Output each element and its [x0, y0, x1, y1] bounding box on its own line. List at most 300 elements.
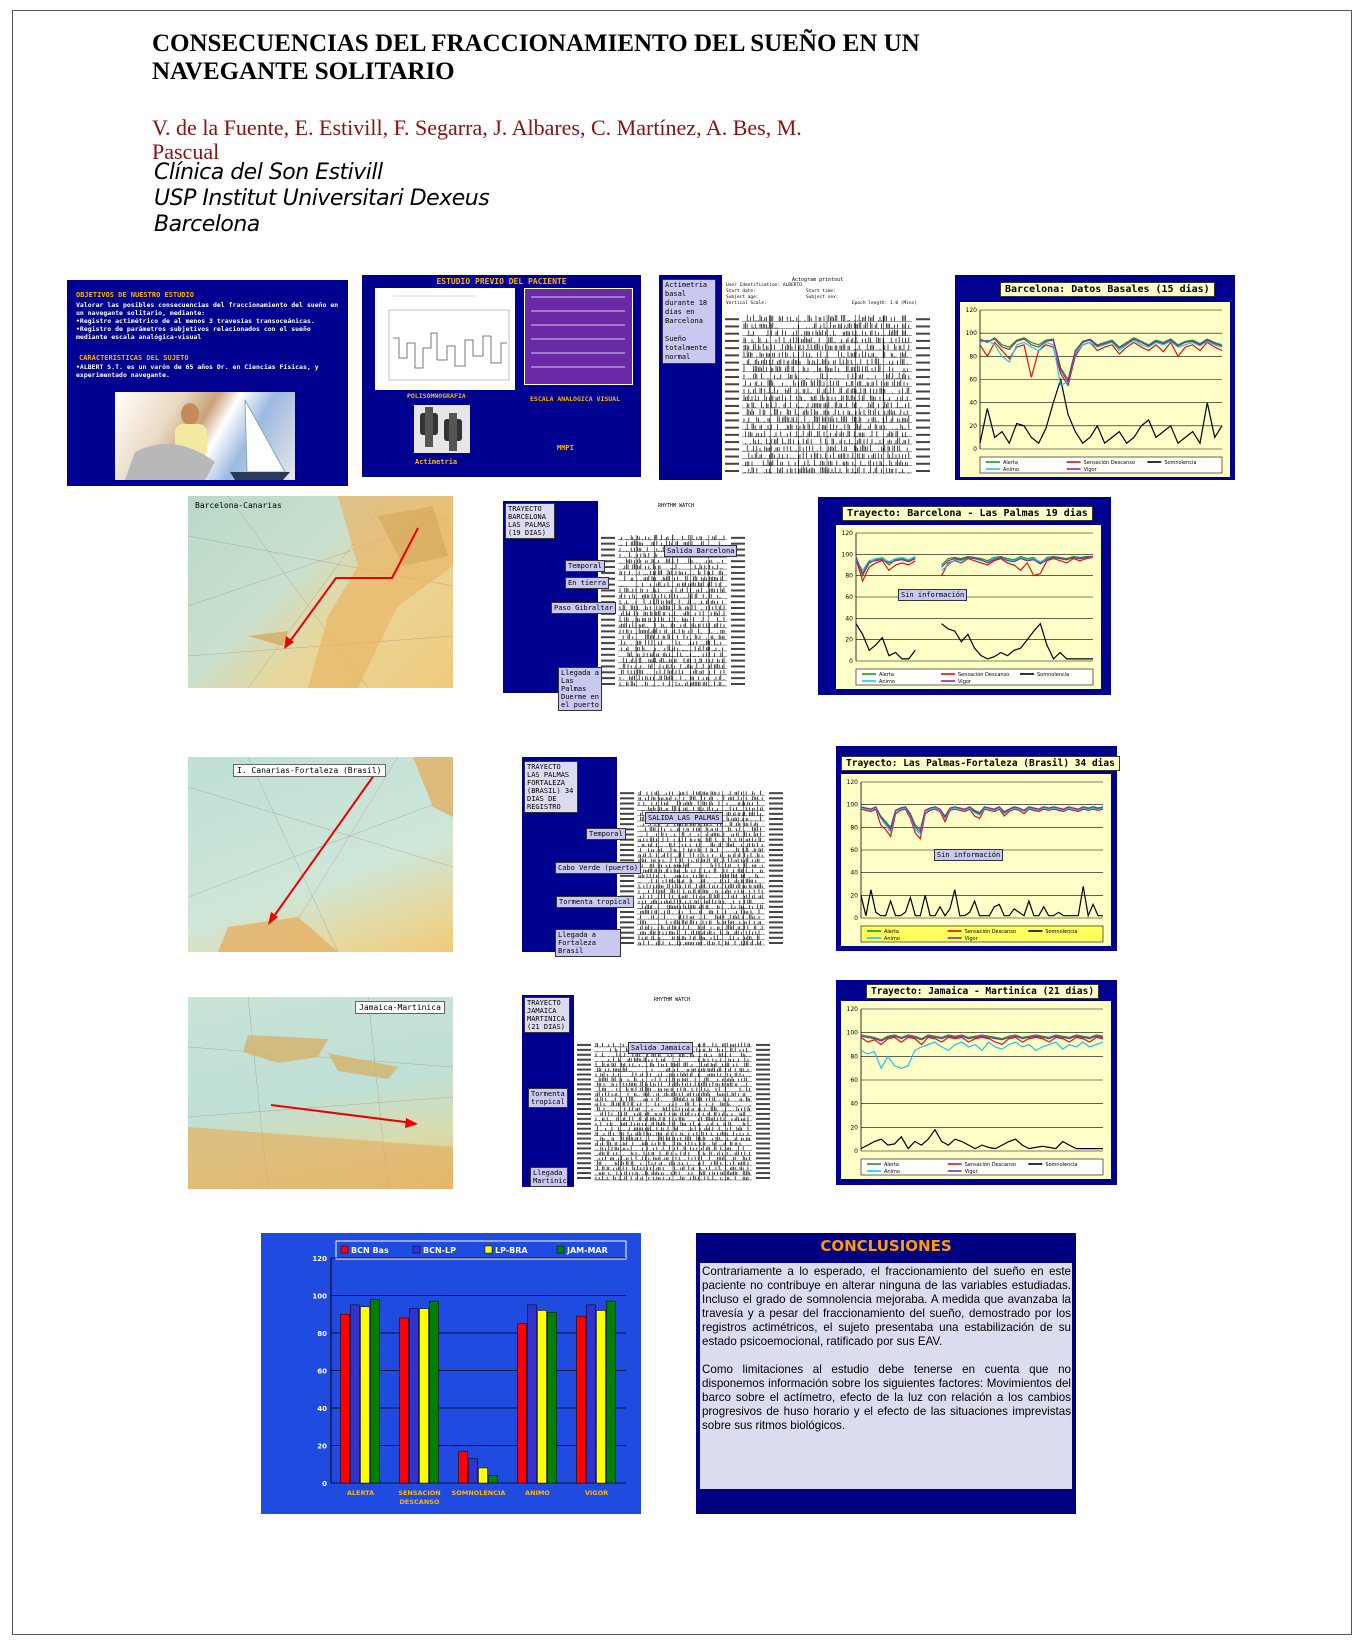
actogram-count	[756, 1088, 770, 1090]
actogram-count	[916, 333, 930, 335]
actogram-count	[769, 890, 783, 892]
legend-label: Sensación Descanso	[958, 672, 1010, 678]
actogram-activity	[620, 663, 724, 668]
bar-legend-swatch	[557, 1246, 564, 1253]
actogram-count	[769, 823, 783, 825]
legend-label: Somnolencia	[1164, 460, 1197, 466]
actogram-count	[756, 1093, 770, 1095]
actogram-activity	[620, 681, 724, 686]
actogram-date	[620, 890, 634, 892]
actogram-date	[620, 911, 634, 913]
acti-lp-marker: Salida Barcelona	[664, 545, 737, 557]
bar-bcn-lp	[528, 1305, 537, 1483]
actogram-count	[756, 1138, 770, 1140]
bar-jam-mar	[430, 1301, 439, 1483]
legend-label: Animo	[884, 1169, 900, 1175]
actogram-date	[601, 572, 615, 574]
legend-label: Vigor	[964, 1169, 978, 1175]
chart-jm-svg	[841, 1001, 1111, 1179]
actogram-count	[769, 839, 783, 841]
actogram-count	[769, 932, 783, 934]
actogram-activity	[596, 1092, 745, 1096]
actogram-activity	[641, 920, 761, 925]
actogram-basal-user: User Identification: ALBERTO	[726, 283, 802, 288]
actogram-date	[577, 1049, 591, 1051]
actogram-activity	[596, 1077, 748, 1081]
actogram-date	[577, 1103, 591, 1105]
bar-bcn-bas	[400, 1318, 409, 1483]
actogram-date	[577, 1157, 591, 1159]
objetivos-text: Valorar las posibles consecuencias del fraccionamiento del sueño en un navegante solitario, mediante:	[76, 301, 339, 317]
actogram-date	[601, 642, 615, 644]
chart-lp-svg	[836, 525, 1101, 689]
bar-lp-bra	[361, 1307, 370, 1483]
acti-fo-label-caboverde: Cabo Verde (puerto)	[555, 862, 641, 874]
actogram-count	[916, 325, 930, 327]
actogram-date	[620, 942, 634, 944]
chart-lp-annotation: Sin información	[898, 589, 967, 601]
actogram-activity	[628, 652, 722, 657]
actogram-date	[577, 1133, 591, 1135]
actogram-activity	[747, 409, 909, 416]
actogram-count	[731, 660, 745, 662]
y-tick-label: 80	[969, 353, 977, 361]
actogram-date	[577, 1113, 591, 1115]
objetivos-bullet-1: •Registro actimétrico de al menos 3 travesías transoceánicas.	[76, 317, 315, 325]
actogram-activity	[641, 925, 763, 930]
actogram-date	[725, 383, 739, 385]
actogram-date	[577, 1147, 591, 1149]
actogram-activity	[744, 380, 907, 387]
conclusions-paragraph-1: Contrariamente a lo esperado, el fraccionamiento del sueño en este paciente no contribuye en alterar ninguna de las variables estudiadas. Incluso el grado de somnolencia mejoraba. A medida que avanzaba la travesía y a pesar del fraccionamiento del sueño, demostrado por los registros actimétricos, el sujeto presentaba una estabilización de su estado psicoemocional, ratificado por sus EAV.	[702, 1265, 1071, 1348]
actogram-basal-title: Actogram printout	[792, 277, 844, 283]
actogram-date	[577, 1098, 591, 1100]
actogram-date	[620, 880, 634, 882]
bar-lp-bra	[538, 1311, 547, 1484]
slide-actogram-fo	[522, 757, 787, 955]
actogram-count	[756, 1054, 770, 1056]
actogram-date	[577, 1143, 591, 1145]
legend-label: Vigor	[964, 936, 978, 942]
actogram-activity	[620, 605, 724, 610]
actogram-count	[756, 1118, 770, 1120]
actogram-fo	[617, 757, 787, 952]
vas-lines	[525, 289, 632, 384]
actogram-activity	[639, 878, 756, 883]
actogram-date	[620, 792, 634, 794]
actogram-date	[577, 1167, 591, 1169]
y-tick-label: 60	[850, 847, 858, 854]
conclusions-slide	[696, 1233, 1076, 1514]
actogram-date	[577, 1138, 591, 1140]
acti-jm-box: TRAYECTO JAMAICA MARTINICA (21 DIAS)	[524, 997, 570, 1033]
actogram-count	[769, 942, 783, 944]
bar-y-tick: 60	[317, 1367, 327, 1376]
bar-jam-mar	[371, 1299, 380, 1483]
y-tick-label: 120	[841, 530, 853, 537]
bar-bcn-bas	[518, 1324, 527, 1483]
y-tick-label: 40	[845, 615, 853, 623]
y-tick-label: 120	[846, 1006, 858, 1013]
actogram-date	[601, 543, 615, 545]
actogram-count	[756, 1049, 770, 1051]
actogram-activity	[596, 1166, 748, 1170]
affiliation-city: Barcelona	[154, 212, 260, 237]
chart-fo-title: Trayecto: Las Palmas-Fortaleza (Brasil) 34 dias	[841, 756, 1120, 771]
bar-category-label: VIGOR	[584, 1489, 609, 1497]
actogram-date	[620, 927, 634, 929]
poster-title: CONSECUENCIAS DEL FRACCIONAMIENTO DEL SUEÑO EN UN NAVEGANTE SOLITARIO	[152, 30, 920, 85]
y-tick-label: 100	[846, 1029, 858, 1037]
actogram-basal	[722, 275, 934, 480]
actogram-count	[916, 354, 930, 356]
actogram-date	[601, 671, 615, 673]
bar-lp-bra	[479, 1468, 488, 1483]
actogram-count	[916, 376, 930, 378]
actogram-count	[769, 906, 783, 908]
sailor-illustration	[115, 392, 295, 480]
actogram-count	[916, 419, 930, 421]
actogram-activity	[744, 358, 907, 365]
legend-label: Animo	[879, 679, 895, 685]
actogram-date	[620, 808, 634, 810]
actogram-activity	[620, 593, 721, 598]
actogram-count	[756, 1152, 770, 1154]
actogram-activity	[639, 915, 759, 920]
actogram-date	[725, 463, 739, 465]
actogram-count	[756, 1059, 770, 1061]
actogram-count	[731, 595, 745, 597]
bar-y-tick: 0	[322, 1480, 327, 1488]
actogram-date	[601, 554, 615, 556]
actogram-count	[769, 828, 783, 830]
bar-legend	[336, 1241, 626, 1259]
actimetria-label: Actimetria	[415, 458, 458, 466]
affiliation-clinic: Clínica del Son Estivill	[154, 160, 383, 185]
sailor-photo	[115, 392, 295, 480]
series-line-somnolencia	[980, 380, 1222, 444]
legend-label: Alerta	[884, 929, 899, 935]
actogram-activity	[622, 558, 723, 563]
acti-lp-box: TRAYECTO BARCELONA LAS PALMAS (19 DIAS)	[505, 503, 555, 539]
y-tick-label: 0	[973, 446, 977, 453]
actogram-activity	[620, 675, 724, 680]
y-tick-label: 0	[854, 1148, 858, 1155]
actogram-count	[731, 566, 745, 568]
actogram-count	[769, 875, 783, 877]
y-tick-label: 120	[846, 779, 858, 786]
bar-legend-label: LP-BRA	[495, 1246, 528, 1255]
bar-bcn-lp	[410, 1309, 419, 1483]
y-tick-label: 60	[850, 1077, 858, 1084]
actogram-count	[756, 1064, 770, 1066]
actogram-activity	[620, 622, 724, 627]
actogram-activity	[625, 575, 723, 580]
bar-jam-mar	[548, 1312, 557, 1483]
actogram-activity	[744, 351, 907, 358]
actogram-count	[731, 665, 745, 667]
slide-chart-fo	[836, 746, 1117, 951]
actogram-count	[756, 1074, 770, 1076]
y-tick-label: 100	[841, 551, 853, 559]
bar-legend-swatch	[485, 1246, 492, 1253]
actogram-date	[577, 1118, 591, 1120]
actogram-count	[731, 578, 745, 580]
actogram-count	[916, 347, 930, 349]
acti-lp-label-gibraltar: Paso Gibraltar	[551, 602, 616, 614]
actogram-date	[577, 1064, 591, 1066]
slide-chart-jm	[836, 980, 1117, 1185]
actogram-count	[769, 803, 783, 805]
actogram-activity	[746, 459, 908, 466]
actogram-date	[725, 318, 739, 320]
actogram-activity	[744, 445, 907, 452]
actogram-date	[620, 823, 634, 825]
legend-label: Somnolencia	[1045, 1162, 1078, 1168]
actogram-count	[769, 911, 783, 913]
actogram-date	[725, 391, 739, 393]
actogram-count	[731, 671, 745, 673]
actogram-date	[601, 648, 615, 650]
actogram-count	[756, 1044, 770, 1046]
actogram-count	[769, 937, 783, 939]
actogram-activity	[620, 587, 724, 592]
actogram-count	[756, 1162, 770, 1164]
polisomnografia-label: POLISOMNOGRAFIA	[407, 392, 466, 400]
actogram-count	[769, 921, 783, 923]
conclusions-paragraph-2: Como limitaciones al estudio debe tenerse en cuenta que no disponemos información sobre los siguientes factores: Movimientos del barco sobre el actímetro, efecto de la luz con relación a los cambios progresivos de huso horario y el efecto de las situaciones imprevistas sobre sus ritmos biológicos.	[702, 1363, 1071, 1432]
slide-actogram-lp	[503, 501, 749, 709]
actogram-activity	[596, 1062, 748, 1066]
y-tick-label: 100	[846, 801, 858, 809]
actogram-activity	[747, 401, 909, 408]
actogram-date	[620, 844, 634, 846]
acti-fo-label-tormenta: Tormenta tropical	[556, 896, 634, 908]
actogram-date	[620, 932, 634, 934]
actogram-date	[577, 1083, 591, 1085]
actogram-activity	[641, 909, 763, 914]
mmpi-label: MMPI	[557, 444, 574, 452]
bar-category-label: SENSACION	[398, 1489, 441, 1497]
actogram-date	[620, 818, 634, 820]
legend-label: Alerta	[879, 672, 894, 678]
actogram-date	[725, 376, 739, 378]
actogram-date	[725, 333, 739, 335]
actogram-date	[601, 654, 615, 656]
actogram-count	[916, 405, 930, 407]
actogram-activity	[641, 832, 761, 837]
actogram-count	[756, 1143, 770, 1145]
series-line-sensación-descanso	[861, 809, 1103, 839]
actogram-count	[916, 463, 930, 465]
actogram-count	[731, 625, 745, 627]
legend-label: Vigor	[958, 679, 971, 685]
actogram-activity	[744, 467, 909, 474]
legend-label: Animo	[1003, 467, 1019, 473]
actogram-activity	[744, 322, 909, 329]
actogram-date	[577, 1054, 591, 1056]
objetivos-bullet-2: •Registro de parámetros subjetivos relacionados con el sueño mediante escala analógica-visual	[76, 325, 311, 341]
actogram-count	[769, 859, 783, 861]
actimetria-basal-note	[662, 279, 716, 364]
actogram-date	[577, 1078, 591, 1080]
actogram-count	[756, 1128, 770, 1130]
legend-label: Somnolencia	[1037, 672, 1070, 678]
actogram-count	[769, 813, 783, 815]
actogram-activity	[749, 452, 909, 459]
actogram-activity	[746, 430, 908, 436]
series-line-somnolencia	[861, 1130, 1103, 1149]
actogram-date	[577, 1088, 591, 1090]
actogram-date	[601, 549, 615, 551]
bar-chart-slide	[261, 1233, 641, 1514]
map3-drawing	[188, 997, 453, 1189]
actogram-date	[577, 1069, 591, 1071]
actogram-count	[731, 636, 745, 638]
visual-analog-scale-image	[524, 288, 633, 385]
actogram-date	[601, 636, 615, 638]
slide-actimetria-basal	[659, 275, 934, 480]
actogram-date	[577, 1044, 591, 1046]
actogram-activity	[744, 416, 909, 423]
actogram-activity	[601, 1136, 750, 1140]
actogram-count	[916, 369, 930, 371]
actogram-date	[620, 937, 634, 939]
y-tick-label: 80	[850, 824, 858, 832]
actogram-date	[620, 803, 634, 805]
actimetria-basal-text: Actimetria basal durante 18 dias en Barcelona	[665, 281, 708, 325]
actogram-count	[769, 818, 783, 820]
actogram-count	[731, 654, 745, 656]
bar-lp-bra	[597, 1311, 606, 1484]
chart-lp-plot	[836, 525, 1101, 689]
y-tick-label: 40	[969, 399, 977, 407]
estudio-heading: ESTUDIO PREVIO DEL PACIENTE	[436, 277, 567, 286]
actogram-count	[769, 792, 783, 794]
y-tick-label: 20	[850, 892, 858, 900]
actogram-activity	[639, 801, 759, 806]
actogram-count	[769, 901, 783, 903]
actogram-count	[769, 896, 783, 898]
actogram-date	[620, 797, 634, 799]
actimetria-basal-normal: Sueño totalmente normal	[665, 335, 708, 361]
bar-y-tick: 40	[317, 1405, 327, 1413]
series-line-somnolencia	[856, 624, 1093, 659]
actogram-date	[620, 854, 634, 856]
actogram-activity	[620, 535, 724, 540]
legend-label: Sensación Descanso	[1083, 460, 1135, 466]
watch-drawing	[414, 405, 470, 453]
chart-lp-title: Trayecto: Barcelona - Las Palmas 19 dias	[842, 506, 1093, 521]
actogram-count	[916, 362, 930, 364]
actogram-count	[916, 398, 930, 400]
actogram-activity	[622, 646, 723, 651]
actogram-date	[725, 398, 739, 400]
y-tick-label: 20	[969, 422, 977, 430]
legend-label: Alerta	[884, 1162, 899, 1168]
actogram-count	[731, 601, 745, 603]
actogram-count	[769, 885, 783, 887]
map3-caption: Jamaica-Martinica	[355, 1001, 445, 1014]
actogram-count	[731, 630, 745, 632]
slide-estudio-previo	[362, 275, 641, 477]
actogram-fo-traces	[617, 757, 787, 952]
bar-bcn-bas	[341, 1314, 350, 1483]
actogram-basal-scale: Vertical Scale:	[726, 301, 767, 306]
actogram-activity	[641, 827, 761, 832]
actogram-count	[756, 1177, 770, 1179]
bar-jam-mar	[607, 1301, 616, 1483]
bar-legend-swatch	[341, 1246, 348, 1253]
actogram-count	[916, 340, 930, 342]
acti-jm-label-tormenta: Tormenta tropical	[528, 1088, 568, 1108]
bar-y-tick: 80	[317, 1330, 327, 1338]
y-tick-label: 40	[850, 869, 858, 877]
acti-fo-box: TRAYECTO LAS PALMAS FORTALEZA (BRASIL) 34 DIAS DE REGISTRO	[524, 761, 578, 813]
actogram-date	[577, 1108, 591, 1110]
acti-fo-label-llegada: Llegada a Fortaleza Brasil	[555, 929, 621, 957]
bar-category-label: ANIMO	[525, 1489, 550, 1497]
actogram-count	[756, 1098, 770, 1100]
slide-chart-barcelona	[955, 275, 1235, 480]
actogram-count	[769, 927, 783, 929]
map2-drawing	[188, 757, 453, 952]
actogram-date	[620, 849, 634, 851]
actogram-activity	[620, 640, 721, 645]
actogram-count	[769, 797, 783, 799]
actogram-date	[601, 660, 615, 662]
legend-label: Sensación Descanso	[964, 1162, 1016, 1168]
chart-jm-title: Trayecto: Jamaica - Martinica (21 dias)	[866, 984, 1099, 999]
actogram-date	[577, 1123, 591, 1125]
actogram-count	[916, 318, 930, 320]
actogram-activity	[744, 365, 907, 372]
bar-legend-label: BCN-LP	[423, 1246, 456, 1255]
actogram-activity	[744, 344, 909, 351]
acti-lp-label-temporal: Temporal	[565, 560, 605, 572]
actogram-activity	[620, 616, 724, 621]
actogram-date	[725, 340, 739, 342]
actogram-date	[601, 665, 615, 667]
objetivos-heading: OBJETIVOS DE NUESTRO ESTUDIO	[76, 291, 195, 299]
authors: V. de la Fuente, E. Estivill, F. Segarra, J. Albares, C. Martínez, A. Bes, M. Pascual	[152, 115, 802, 164]
actogram-date	[601, 630, 615, 632]
actogram-date	[601, 619, 615, 621]
actogram-count	[731, 584, 745, 586]
actogram-date	[725, 369, 739, 371]
actogram-basal-start-time: Start time:	[806, 289, 836, 294]
actogram-date	[620, 875, 634, 877]
actogram-activity	[639, 935, 759, 940]
actogram-date	[577, 1128, 591, 1130]
conclusions-heading: CONCLUSIONES	[820, 1237, 952, 1255]
bar-y-tick: 120	[312, 1255, 327, 1263]
legend	[861, 1159, 1103, 1175]
actogram-activity	[744, 336, 909, 343]
actogram-date	[725, 419, 739, 421]
actogram-count	[756, 1083, 770, 1085]
actogram-date	[601, 625, 615, 627]
hypnogram-plot	[375, 288, 515, 390]
legend	[980, 457, 1222, 473]
actogram-date	[725, 441, 739, 443]
actogram-count	[916, 456, 930, 458]
actogram-count	[731, 613, 745, 615]
acti-fo-label-temporal: Temporal	[586, 828, 626, 840]
bar-legend-label: JAM-MAR	[567, 1246, 608, 1255]
actogram-activity	[620, 570, 722, 575]
acti-jm-marker: Salida Jamaica	[628, 1042, 693, 1054]
